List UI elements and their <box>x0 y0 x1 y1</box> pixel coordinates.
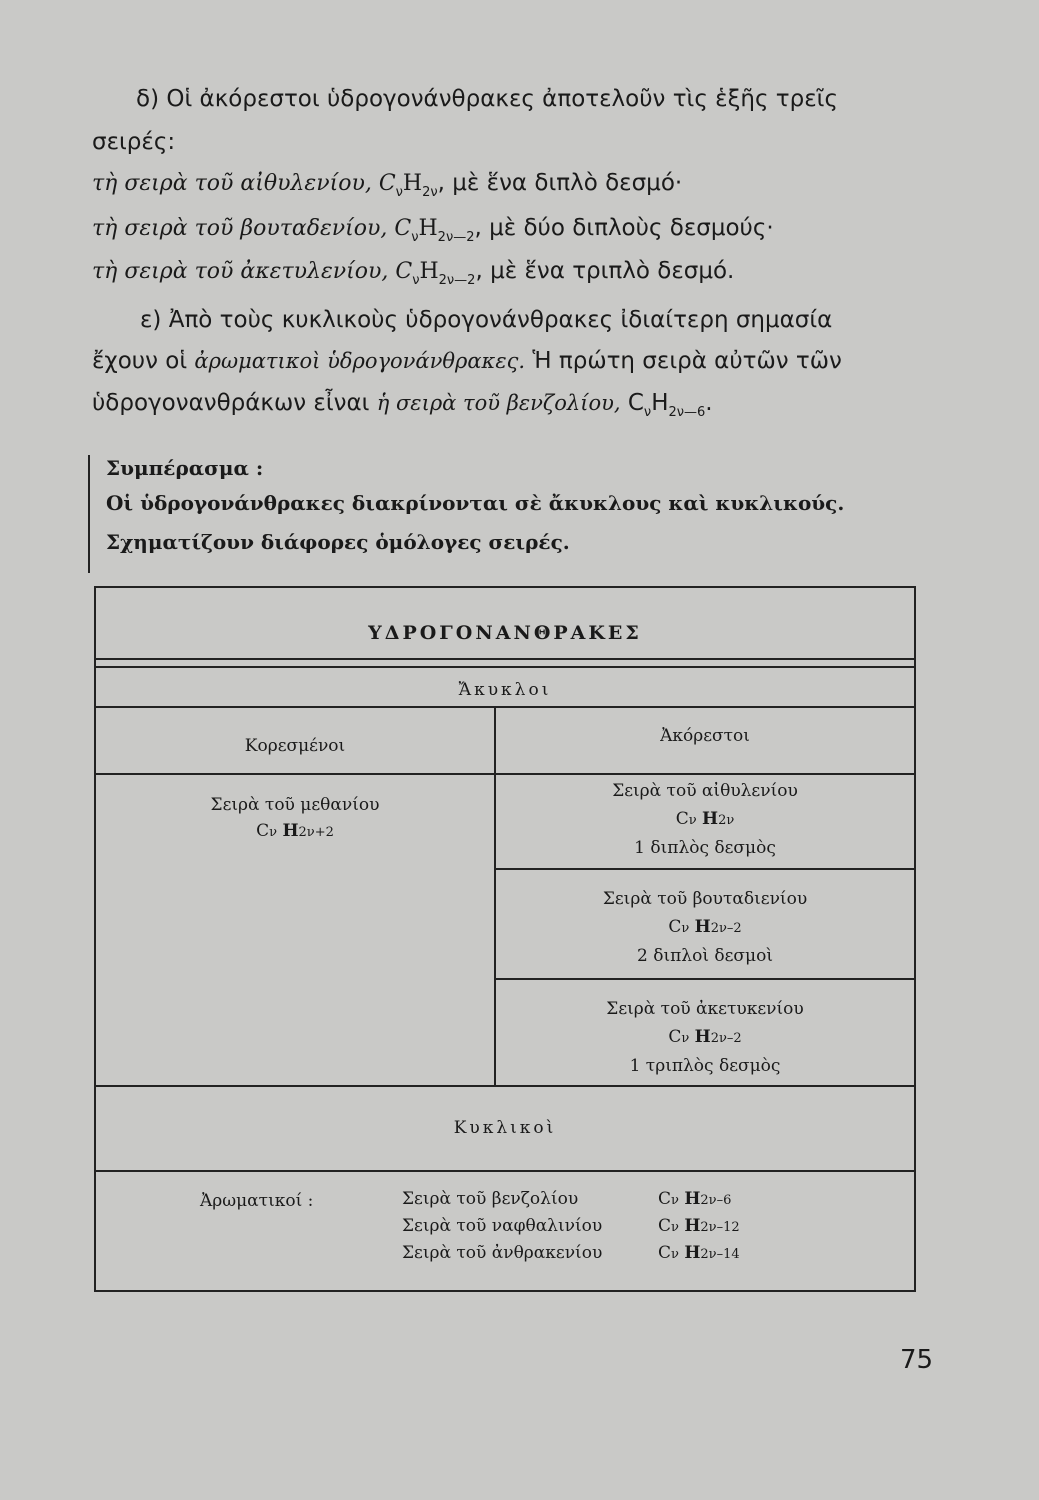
aromatic-row-formula <box>658 1189 731 1209</box>
acetylene-series: Σειρὰ τοῦ ἀκετυκενίου <box>606 999 804 1019</box>
series-ethylene-v: ν <box>395 185 403 200</box>
aromatic-v: ν <box>671 1220 679 1235</box>
paragraph-e-line3-a: ὑδρογονανθράκων εἶναι <box>92 390 377 416</box>
series-butadiene-h: H <box>418 216 438 241</box>
paragraph-d-line1: δ) Οἱ ἀκόρεστοι ὑδρογονάνθρακες ἀποτελοῦν τὶς ἑξῆς τρεῖς <box>136 86 838 112</box>
methane-c: C <box>256 821 270 841</box>
ethylene-sub: 2ν <box>718 813 735 828</box>
benzene-sub: 2ν—6 <box>668 405 706 420</box>
benzene-v: ν <box>643 405 652 420</box>
butadiene-bond: 2 διπλοὶ δεσμοὶ <box>637 946 773 966</box>
paragraph-e-line2 <box>92 348 842 374</box>
butadiene-c: C <box>668 917 682 937</box>
butadiene-h: H <box>694 917 711 937</box>
series-butadiene-desc: , μὲ δύο διπλοὺς δεσμούς· <box>474 215 774 241</box>
series-acetylene-v: ν <box>412 273 420 288</box>
acetylene-v: ν <box>681 1031 690 1046</box>
table-title: ΥΔΡΟΓΟΝΑΝΘΡΑΚΕΣ <box>368 622 642 644</box>
butadiene-v: ν <box>681 921 690 936</box>
divider <box>496 868 914 870</box>
acetylene-c: C <box>668 1027 682 1047</box>
aromatic-hydrocarbons-term: ἀρωματικοὶ ὑδρογονάνθρακες. <box>194 349 526 373</box>
aromatic-row-formula <box>658 1216 740 1236</box>
aromatic-sub: 2ν–6 <box>700 1193 732 1208</box>
divider <box>96 658 914 660</box>
series-acetylene-text: τὴ σειρὰ τοῦ ἀκετυλενίου, C <box>92 259 413 284</box>
butadiene-formula <box>496 917 914 937</box>
cyclic-heading: Κυκλικοὶ <box>453 1118 557 1138</box>
divider <box>96 1085 914 1087</box>
paragraph-e-line2-a: ἔχουν οἱ <box>92 348 195 374</box>
conclusion-line2: Σχηματίζουν διάφορες ὁμόλογες σειρές. <box>106 530 570 554</box>
acetylene-h: H <box>694 1027 711 1047</box>
divider <box>496 978 914 980</box>
aromatic-c: C <box>658 1189 672 1209</box>
hydrocarbons-table <box>94 586 916 1292</box>
paragraph-e-line1: ε) Ἀπὸ τοὺς κυκλικοὺς ὑδρογονάνθρακες ἰδιαίτερη σημασία <box>140 307 833 333</box>
series-acetylene-h: H <box>419 259 439 284</box>
paragraph-e-line2-c: Ἡ πρώτη σειρὰ αὐτῶν τῶν <box>525 348 842 374</box>
acetylene-bond: 1 τριπλὸς δεσμὸς <box>629 1056 781 1076</box>
aromatic-v: ν <box>671 1193 679 1208</box>
paragraph-e-line3 <box>92 390 713 420</box>
series-ethylene-line <box>92 170 682 200</box>
conclusion-line1: Οἱ ὑδρογονάνθρακες διακρίνονται σὲ ἄκυκλους καὶ κυκλικούς. <box>106 491 845 515</box>
ethylene-bond: 1 διπλὸς δεσμὸς <box>634 838 776 858</box>
acyclic-heading: Ἄκυκλοι <box>458 680 552 700</box>
page-number: 75 <box>900 1345 934 1375</box>
series-butadiene-sub: 2ν—2 <box>437 230 475 245</box>
divider <box>96 1170 914 1172</box>
series-butadiene-line <box>92 215 774 245</box>
series-acetylene-sub: 2ν—2 <box>438 273 476 288</box>
aromatic-row-name: Σειρὰ τοῦ ναφθαλινίου <box>402 1216 603 1236</box>
acetylene-formula <box>496 1027 914 1047</box>
aromatic-row-name: Σειρὰ τοῦ ἀνθρακενίου <box>402 1243 603 1263</box>
methane-v: ν <box>269 825 278 840</box>
benzene-h: H <box>651 390 669 416</box>
aromatic-row-formula <box>658 1243 740 1263</box>
methane-sub: 2ν+2 <box>298 825 334 840</box>
conclusion-bar <box>88 455 90 573</box>
ethylene-formula <box>496 809 914 829</box>
methane-h: H <box>282 821 299 841</box>
ethylene-series: Σειρὰ τοῦ αἰθυλενίου <box>612 781 798 801</box>
aromatic-sub: 2ν–14 <box>700 1247 740 1262</box>
ethylene-h: H <box>702 809 719 829</box>
aromatic-label: Ἀρωματικοί : <box>200 1191 314 1211</box>
ethylene-v: ν <box>688 813 697 828</box>
aromatic-row-name: Σειρὰ τοῦ βενζολίου <box>402 1189 579 1209</box>
paragraph-e-line3-end: . <box>705 390 713 416</box>
acetylene-sub: 2ν–2 <box>710 1031 742 1046</box>
series-acetylene-line <box>92 258 734 288</box>
saturated-heading: Κορεσμένοι <box>244 736 346 756</box>
series-ethylene-sub: 2ν <box>422 185 438 200</box>
aromatic-h: H <box>684 1216 701 1236</box>
aromatic-c: C <box>658 1243 672 1263</box>
butadiene-sub: 2ν–2 <box>710 921 742 936</box>
ethylene-c: C <box>675 809 689 829</box>
divider <box>96 706 914 708</box>
divider <box>96 773 914 775</box>
benzene-series-term: ἡ σειρὰ τοῦ βενζολίου, <box>376 391 621 415</box>
series-ethylene-text: τὴ σειρὰ τοῦ αἰθυλενίου, C <box>92 171 396 196</box>
conclusion-title: Συμπέρασμα : <box>106 456 264 480</box>
series-ethylene-desc: , μὲ ἕνα διπλὸ δεσμό· <box>437 170 683 196</box>
paragraph-e-line3-c: C <box>620 390 644 416</box>
unsaturated-heading: Ἀκόρεστοι <box>660 726 750 746</box>
butadiene-series: Σειρὰ τοῦ βουταδιενίου <box>602 889 808 909</box>
series-ethylene-h: H <box>402 171 423 196</box>
aromatic-h: H <box>684 1189 701 1209</box>
series-butadiene-text: τὴ σειρὰ τοῦ βουταδενίου, C <box>92 216 412 241</box>
paragraph-d-line2: σειρές: <box>92 129 176 155</box>
aromatic-sub: 2ν–12 <box>700 1220 740 1235</box>
aromatic-h: H <box>684 1243 701 1263</box>
series-butadiene-v: ν <box>411 230 419 245</box>
aromatic-v: ν <box>671 1247 679 1262</box>
methane-formula <box>96 821 494 841</box>
aromatic-c: C <box>658 1216 672 1236</box>
series-acetylene-desc: , μὲ ἕνα τριπλὸ δεσμό. <box>475 258 735 284</box>
methane-series: Σειρὰ τοῦ μεθανίου <box>210 795 380 815</box>
divider <box>96 666 914 668</box>
